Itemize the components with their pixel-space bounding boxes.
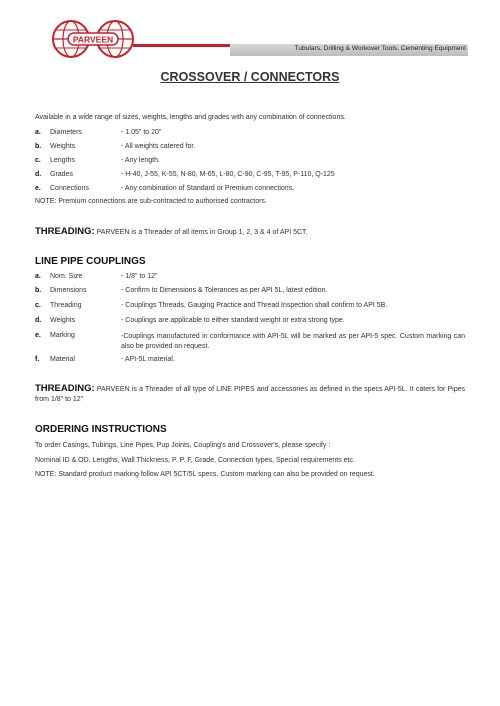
threading-statement-linepipe bbox=[35, 384, 465, 404]
item-value: - Couplings are applicable to either standard weight or extra strong type. bbox=[121, 317, 345, 324]
item-value: - Confirm to Dimensions & Tolerances as per API 5L, latest edition. bbox=[121, 287, 328, 294]
item-label: Threading bbox=[50, 302, 82, 309]
item-letter: b. bbox=[35, 287, 42, 294]
threading-statement bbox=[35, 226, 307, 237]
item-value: - All weights catered for. bbox=[121, 143, 196, 150]
item-label: Material bbox=[50, 356, 75, 363]
item-label: Marking bbox=[50, 332, 75, 339]
item-value: - Any length. bbox=[121, 157, 160, 164]
threading-heading: THREADING: bbox=[35, 383, 95, 394]
item-letter: e. bbox=[35, 185, 41, 192]
header-tagline: Tubulars, Drilling & Workover Tools, Cementing Equipment bbox=[294, 45, 466, 52]
threading-text: PARVEEN is a Threader of all items in Group 1, 2, 3 & 4 of API 5CT. bbox=[96, 229, 308, 236]
item-label: Nom. Size bbox=[50, 273, 83, 280]
item-letter: a. bbox=[35, 273, 41, 280]
item-value: - API-5L material. bbox=[121, 356, 175, 363]
item-value: - 1.05" to 20" bbox=[121, 129, 162, 136]
item-letter: e. bbox=[35, 332, 41, 339]
item-value: - 1/8" to 12" bbox=[121, 273, 158, 280]
marking-value: -Couplings manufactured in conformance with API-5L will be marked as per API-5 spec. Custom marking can also be provided on request. bbox=[121, 333, 465, 350]
item-letter: d. bbox=[35, 317, 42, 324]
item-value: - Couplings Threads, Gauging Practice and Thread Inspection shall confirm to API 5B. bbox=[121, 302, 388, 309]
ordering-line: Nominal ID & OD, Lengths, Wall Thickness, P. P. F, Grade, Connection types, Special requirements etc. bbox=[35, 457, 355, 464]
item-label: Lengths bbox=[50, 157, 75, 164]
threading-heading: THREADING: bbox=[35, 226, 95, 237]
intro-text: Available in a wide range of sizes, weights, lengths and grades with any combination of connections. bbox=[35, 114, 346, 121]
couplings-heading: LINE PIPE COUPLINGS bbox=[35, 256, 146, 267]
item-value: - H-40, J-55, K-55, N-80, M-65, L-80, C-90, C-95, T-95, P-110, Q-125 bbox=[121, 171, 335, 178]
threading-text: PARVEEN is a Threader of all type of LINE PIPES and accessories as defined in the specs API-5L. It caters for Pipes from 1/8" to 12" bbox=[35, 386, 465, 403]
ordering-line: To order Casings, Tubings, Line Pipes, Pup Joints, Coupling's and Crossover's, please specify : bbox=[35, 442, 331, 449]
item-label: Connections bbox=[50, 185, 89, 192]
svg-text:PARVEEN: PARVEEN bbox=[72, 34, 114, 45]
crossover-note: NOTE: Premium connections are sub-contracted to authorised contractors. bbox=[35, 198, 267, 205]
ordering-note: NOTE: Standard product marking follow API 5CT/5L specs. Custom marking can also be provided on request. bbox=[35, 471, 375, 478]
item-label: Diameters bbox=[50, 129, 82, 136]
item-letter: b. bbox=[35, 143, 42, 150]
item-letter: c. bbox=[35, 157, 41, 164]
item-label: Grades bbox=[50, 171, 73, 178]
item-letter: f. bbox=[35, 356, 40, 363]
page-title: CROSSOVER / CONNECTORS bbox=[160, 70, 340, 84]
ordering-heading: ORDERING INSTRUCTIONS bbox=[35, 424, 167, 435]
item-letter: a. bbox=[35, 129, 41, 136]
item-value: - Any combination of Standard or Premium connections. bbox=[121, 185, 295, 192]
item-label: Dimensions bbox=[50, 287, 87, 294]
item-letter: d. bbox=[35, 171, 42, 178]
item-label: Weights bbox=[50, 317, 76, 324]
item-label: Weights bbox=[50, 143, 76, 150]
item-letter: c. bbox=[35, 302, 41, 309]
